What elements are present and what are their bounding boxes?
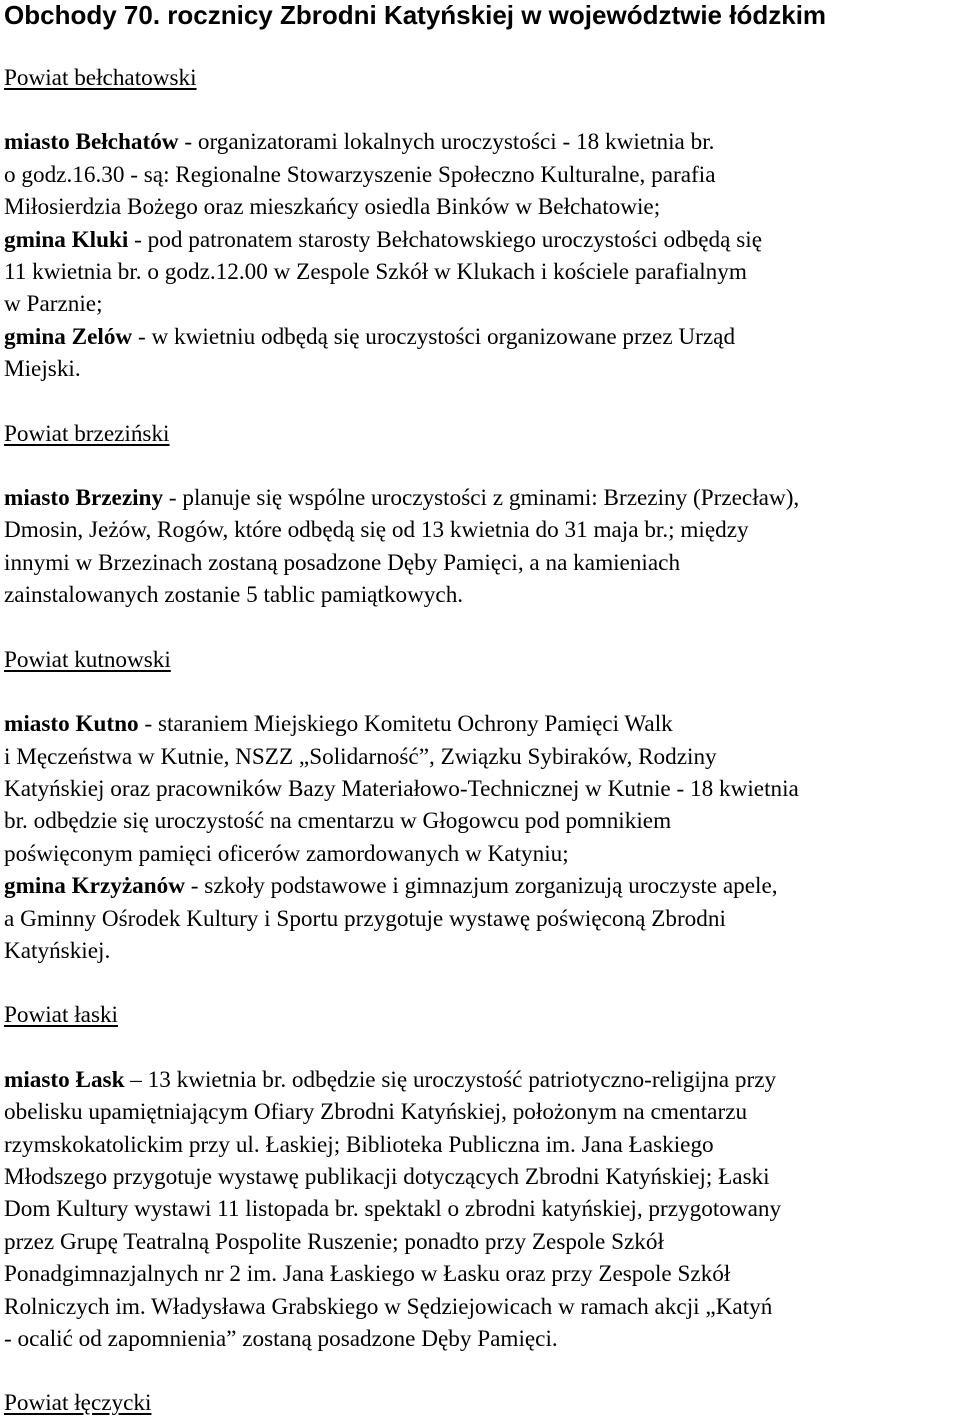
text-line [4, 126, 956, 158]
text-line [4, 708, 956, 740]
spacer [4, 967, 956, 999]
section-paragraph [4, 708, 956, 967]
spacer [4, 94, 956, 126]
line-text: - w kwietniu odbędą się uroczystości organizowane przez Urząd [132, 323, 736, 350]
spacer [4, 30, 956, 62]
section-paragraph [4, 482, 956, 612]
text-line [4, 547, 956, 579]
document-body [4, 62, 956, 1420]
text-line [4, 1291, 956, 1323]
line-text: poświęconym pamięci oficerów zamordowanych w Katyniu; [4, 840, 569, 867]
line-text: o godz.16.30 - są: Regionalne Stowarzyszenie Społeczno Kulturalne, parafia [4, 161, 716, 188]
section-paragraph [4, 126, 956, 385]
spacer [4, 1355, 956, 1387]
text-line [4, 288, 956, 320]
spacer [4, 386, 956, 418]
text-line [4, 1258, 956, 1290]
line-text: Katyńskiej oraz pracowników Bazy Materiałowo-Technicznej w Kutnie - 18 kwietnia [4, 775, 799, 802]
place-name: gmina Kluki [4, 226, 129, 253]
place-name: miasto Kutno [4, 711, 139, 738]
line-text: - organizatorami lokalnych uroczystości - 18 kwietnia br. [178, 129, 715, 156]
text-line [4, 903, 956, 935]
text-line [4, 514, 956, 546]
line-text: br. odbędzie się uroczystość na cmentarzu w Głogowcu pod pomnikiem [4, 808, 672, 835]
section-heading: Powiat łaski [4, 1002, 119, 1029]
text-line [4, 1129, 956, 1161]
line-text: zainstalowanych zostanie 5 tablic pamiątkowych. [4, 582, 464, 609]
text-line [4, 191, 956, 223]
text-line [4, 870, 956, 902]
text-line [4, 224, 956, 256]
line-text: rzymskokatolickim przy ul. Łaskiej; Biblioteka Publiczna im. Jana Łaskiego [4, 1131, 714, 1158]
line-text: - pod patronatem starosty Bełchatowskiego uroczystości odbędą się [128, 226, 762, 253]
line-text: - ocalić od zapomnienia” zostaną posadzone Dęby Pamięci. [4, 1326, 558, 1352]
line-text: a Gminny Ośrodek Kultury i Sportu przygotuje wystawę poświęconą Zbrodni [4, 905, 726, 932]
line-text: 11 kwietnia br. o godz.12.00 w Zespole Szkół w Klukach i kościele parafialnym [4, 259, 747, 286]
line-text: – 13 kwietnia br. odbędzie się uroczystość patriotyczno-religijna przy [124, 1066, 777, 1093]
section-heading: Powiat łęczycki [4, 1390, 152, 1417]
text-line [4, 838, 956, 870]
line-text: przez Grupę Teatralną Pospolite Ruszenie; ponadto przy Zespole Szkół [4, 1228, 664, 1255]
line-text: - staraniem Miejskiego Komitetu Ochrony Pamięci Walk [138, 711, 673, 738]
text-line [4, 1096, 956, 1128]
line-text: Młodszego przygotuje wystawę publikacji dotyczących Zbrodni Katyńskiej; Łaski [4, 1163, 770, 1190]
text-line [4, 353, 956, 385]
text-line [4, 482, 956, 514]
line-text: obelisku upamiętniającym Ofiary Zbrodni Katyńskiej, położonym na cmentarzu [4, 1099, 748, 1126]
line-text: Rolniczych im. Władysława Grabskiego w Sędziejowicach w ramach akcji „Katyń [4, 1293, 773, 1320]
text-line [4, 256, 956, 288]
text-line [4, 1226, 956, 1258]
place-name: miasto Łask [4, 1066, 125, 1093]
line-text: Katyńskiej. [4, 937, 111, 964]
text-line [4, 321, 956, 353]
place-name: gmina Zelów [4, 323, 133, 350]
place-name: gmina Krzyżanów [4, 873, 185, 900]
text-line [4, 773, 956, 805]
place-name: miasto Bełchatów [4, 129, 179, 156]
text-line [4, 741, 956, 773]
line-text: i Męczeństwa w Kutnie, NSZZ „Solidarność”, Związku Sybiraków, Rodziny [4, 743, 717, 770]
place-name: miasto Brzeziny [4, 485, 164, 512]
section-heading: Powiat brzeziński [4, 420, 170, 447]
section-paragraph [4, 1064, 956, 1356]
line-text: Dmosin, Jeżów, Rogów, które odbędą się od 13 kwietnia do 31 maja br.; między [4, 517, 749, 544]
spacer [4, 450, 956, 482]
text-line [4, 935, 956, 967]
line-text: Miłosierdzia Bożego oraz mieszkańcy osiedla Binków w Bełchatowie; [4, 194, 661, 221]
text-line [4, 1193, 956, 1225]
text-line [4, 1323, 956, 1355]
text-line [4, 805, 956, 837]
text-line [4, 1064, 956, 1096]
section-heading: Powiat kutnowski [4, 646, 171, 673]
line-text: - planuje się wspólne uroczystości z gminami: Brzeziny (Przecław), [163, 485, 800, 512]
spacer [4, 1032, 956, 1064]
document-title: Obchody 70. rocznicy Zbrodni Katyńskiej w województwie łódzkim [4, 0, 827, 30]
spacer [4, 612, 956, 644]
line-text: Dom Kultury wystawi 11 listopada br. spektakl o zbrodni katyńskiej, przygotowany [4, 1196, 782, 1223]
line-text: innymi w Brzezinach zostaną posadzone Dęby Pamięci, a na kamieniach [4, 549, 681, 576]
text-line [4, 579, 956, 611]
section-heading: Powiat bełchatowski [4, 65, 197, 91]
line-text: Miejski. [4, 356, 81, 383]
line-text: Ponadgimnazjalnych nr 2 im. Jana Łaskiego w Łasku oraz przy Zespole Szkół [4, 1261, 731, 1288]
line-text: w Parznie; [4, 291, 103, 318]
spacer [4, 676, 956, 708]
line-text: - szkoły podstawowe i gimnazjum zorganizują uroczyste apele, [184, 873, 778, 900]
text-line [4, 1161, 956, 1193]
text-line [4, 159, 956, 191]
